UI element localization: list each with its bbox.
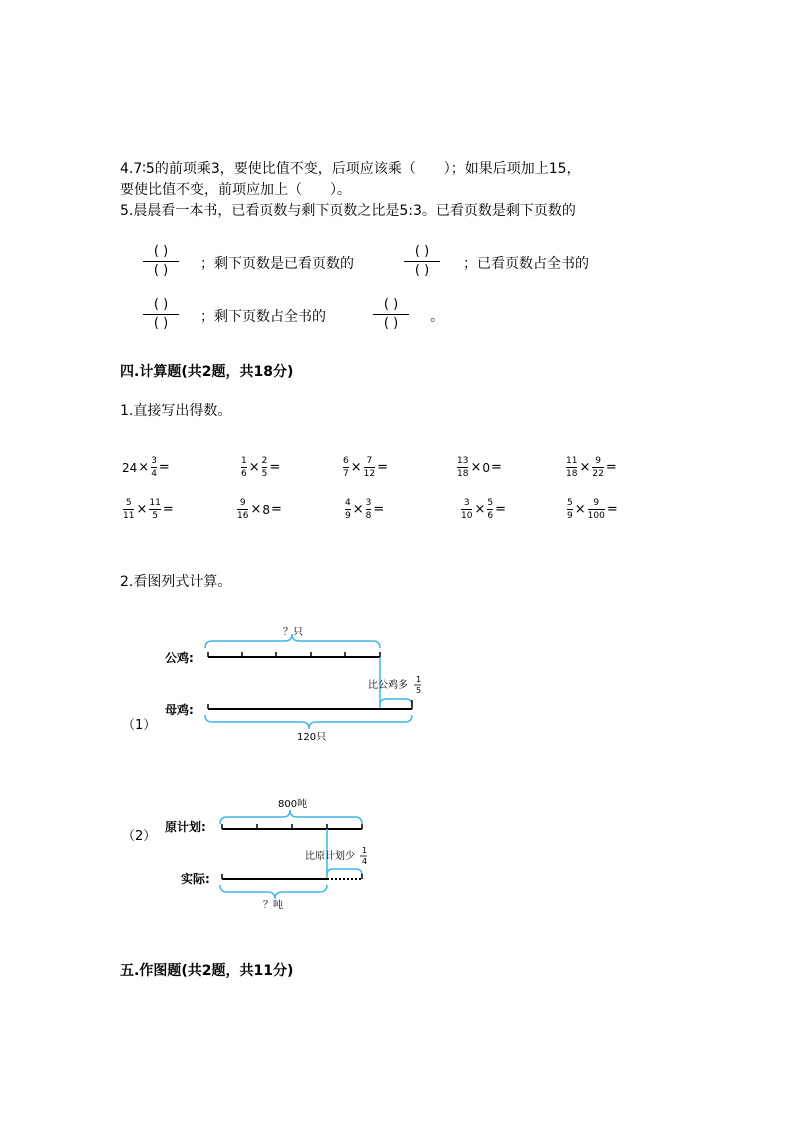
times-sign: ×	[574, 502, 586, 517]
section4-title: 四.计算题(共2题，共18分)	[120, 364, 294, 380]
fraction: $\frac{2}{5}$	[261, 456, 268, 479]
times-sign: ×	[248, 460, 260, 475]
section5-title: 五.作图题(共2题，共11分)	[120, 963, 294, 979]
equals-sign: =	[269, 460, 281, 475]
extra-brace	[327, 869, 362, 875]
times-sign: ×	[352, 502, 364, 517]
blank-numerator: ( )	[383, 297, 399, 312]
equals-sign: =	[606, 502, 618, 517]
expr-number: 24	[122, 460, 138, 475]
actual-label: 实际:	[181, 872, 210, 886]
expr-number: 8	[262, 502, 270, 517]
diagram2-label: （2）	[122, 829, 157, 844]
answer-fraction-blank[interactable]	[408, 244, 436, 279]
fraction: $\frac{11}{5}$	[149, 498, 161, 521]
fraction: $\frac{5}{9}$	[567, 498, 573, 521]
equals-sign: =	[491, 460, 502, 475]
times-sign: ×	[470, 460, 482, 475]
extra-brace	[380, 699, 412, 705]
times-sign: ×	[250, 502, 262, 517]
section4-q2: 2.看图列式计算。	[120, 574, 232, 590]
fraction: $\frac{5}{6}$	[487, 498, 494, 521]
q5-line1: 5.晨晨看一本书，已看页数与剩下页数之比是5:3。已看页数是剩下页数的	[120, 203, 576, 219]
top-caption: 800吨	[278, 799, 308, 810]
expression-1	[122, 456, 171, 479]
expression-6	[122, 498, 175, 521]
bottom-brace	[205, 715, 412, 729]
expression-10	[566, 498, 619, 521]
q5-row2-end: 。	[430, 309, 444, 325]
note-numerator: 1	[416, 675, 422, 684]
fraction: $\frac{13}{18}$	[457, 456, 469, 479]
bottom-caption: ？吨	[263, 900, 283, 911]
q5-row1-text2: ；已看页数占全书的	[463, 256, 589, 272]
fraction: $\frac{4}{9}$	[345, 498, 351, 521]
hen-label: 母鸡:	[165, 703, 194, 717]
top-brace	[220, 810, 362, 824]
section4-q1: 1.直接写出得数。	[120, 403, 232, 419]
blank-denominator: ( )	[153, 263, 169, 278]
note-numerator: 1	[362, 846, 368, 855]
note-text: 比公鸡多	[368, 680, 408, 691]
fraction: $\frac{3}{4}$	[151, 456, 157, 479]
equals-sign: =	[377, 460, 388, 475]
fraction: $\frac{9}{100}$	[587, 498, 605, 521]
fraction: $\frac{3}{10}$	[461, 498, 473, 521]
bottom-brace	[220, 885, 327, 899]
answer-fraction-blank[interactable]	[377, 297, 405, 332]
diagram-2	[115, 790, 475, 915]
blank-denominator: ( )	[153, 316, 169, 331]
fraction: $\frac{1}{6}$	[241, 456, 247, 479]
equals-sign: =	[605, 460, 617, 475]
note-denominator: 4	[362, 857, 368, 866]
q4-line2: 要使比值不变，前项应加上（ ）。	[120, 182, 351, 198]
times-sign: ×	[350, 460, 362, 475]
blank-numerator: ( )	[153, 244, 169, 259]
fraction: $\frac{6}{7}$	[343, 456, 349, 479]
diagram-1	[115, 615, 475, 750]
fraction: $\frac{9}{22}$	[592, 456, 604, 479]
fraction: $\frac{9}{16}$	[237, 498, 249, 521]
blank-denominator: ( )	[414, 263, 430, 278]
expression-7	[236, 498, 283, 521]
equals-sign: =	[373, 502, 385, 517]
answer-fraction-blank[interactable]	[147, 244, 175, 279]
fraction: $\frac{5}{11}$	[123, 498, 135, 521]
bottom-caption: 120只	[297, 732, 327, 743]
answer-fraction-blank[interactable]	[147, 297, 175, 332]
expression-9	[460, 498, 507, 521]
q5-row1-text1: ；剩下页数是已看页数的	[200, 256, 354, 272]
times-sign: ×	[136, 502, 148, 517]
fraction: $\frac{7}{12}$	[363, 456, 376, 479]
expression-4	[456, 456, 503, 479]
times-sign: ×	[138, 460, 150, 475]
equals-sign: =	[271, 502, 282, 517]
expression-3	[342, 456, 389, 479]
expr-number: 0	[482, 460, 490, 475]
equals-sign: =	[495, 502, 506, 517]
times-sign: ×	[579, 460, 591, 475]
blank-denominator: ( )	[383, 316, 399, 331]
plan-label: 原计划:	[165, 820, 206, 834]
note-text: 比原计划少	[305, 851, 355, 862]
fraction: $\frac{3}{8}$	[365, 498, 372, 521]
equals-sign: =	[162, 502, 174, 517]
q4-line1: 4.7∶5的前项乘3，要使比值不变，后项应该乘（ ）；如果后项加上15，	[120, 161, 581, 177]
q5-row2-text1: ；剩下页数占全书的	[200, 309, 326, 325]
expression-8	[344, 498, 385, 521]
fraction: $\frac{11}{18}$	[566, 456, 578, 479]
blank-numerator: ( )	[153, 297, 169, 312]
diagram1-label: （1）	[122, 718, 157, 733]
blank-numerator: ( )	[414, 244, 430, 259]
expression-5	[565, 456, 618, 479]
note-denominator: 5	[416, 686, 422, 695]
expression-2	[240, 456, 281, 479]
times-sign: ×	[474, 502, 486, 517]
equals-sign: =	[158, 460, 170, 475]
rooster-label: 公鸡:	[165, 651, 194, 665]
top-caption: ？只	[283, 627, 303, 638]
